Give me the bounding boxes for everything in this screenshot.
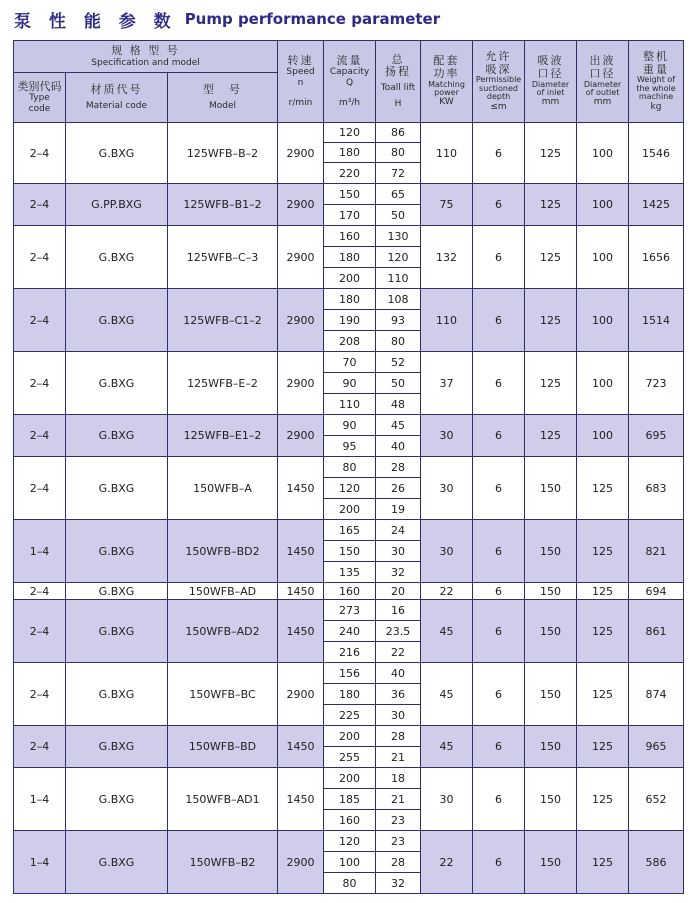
cell-power: 132 <box>421 226 473 289</box>
cell-weight: 874 <box>629 663 684 726</box>
cell-capacity: 170 <box>324 205 376 226</box>
cell-lift: 26 <box>376 478 421 499</box>
cell-lift: 130 <box>376 226 421 247</box>
cell-model: 150WFB–AD1 <box>168 768 278 831</box>
cell-lift: 23 <box>376 831 421 852</box>
cell-material-code: G.BXG <box>66 352 168 415</box>
cell-capacity: 156 <box>324 663 376 684</box>
cell-outlet-diameter: 125 <box>577 663 629 726</box>
cell-material-code: G.BXG <box>66 226 168 289</box>
cell-material-code: G.BXG <box>66 457 168 520</box>
cell-type-code: 2–4 <box>14 184 66 226</box>
cell-capacity: 180 <box>324 247 376 268</box>
cell-inlet-diameter: 150 <box>525 726 577 768</box>
cell-model: 150WFB–BD <box>168 726 278 768</box>
cell-type-code: 2–4 <box>14 415 66 457</box>
cell-model: 150WFB–BD2 <box>168 520 278 583</box>
cell-speed: 2900 <box>278 415 324 457</box>
header-lift: 总 扬程 Toall lift H <box>376 41 421 123</box>
table-row <box>14 768 684 789</box>
cell-power: 22 <box>421 831 473 894</box>
cell-speed: 1450 <box>278 726 324 768</box>
cell-suction-depth: 6 <box>473 226 525 289</box>
cell-speed: 2900 <box>278 123 324 184</box>
cell-suction-depth: 6 <box>473 352 525 415</box>
cell-type-code: 2–4 <box>14 352 66 415</box>
cell-type-code: 2–4 <box>14 123 66 184</box>
cell-lift: 28 <box>376 726 421 747</box>
cell-weight: 1546 <box>629 123 684 184</box>
cell-lift: 28 <box>376 852 421 873</box>
cell-suction-depth: 6 <box>473 520 525 583</box>
cell-suction-depth: 6 <box>473 457 525 520</box>
cell-lift: 80 <box>376 331 421 352</box>
cell-power: 22 <box>421 583 473 600</box>
cell-weight: 965 <box>629 726 684 768</box>
cell-speed: 1450 <box>278 768 324 831</box>
cell-lift: 50 <box>376 205 421 226</box>
cell-weight: 821 <box>629 520 684 583</box>
cell-lift: 36 <box>376 684 421 705</box>
cell-suction-depth: 6 <box>473 184 525 226</box>
cell-lift: 28 <box>376 457 421 478</box>
header-inlet: 吸液 口径 Diameter of inlet mm <box>525 41 577 123</box>
cell-outlet-diameter: 100 <box>577 123 629 184</box>
cell-capacity: 120 <box>324 478 376 499</box>
cell-lift: 50 <box>376 373 421 394</box>
cell-weight: 1425 <box>629 184 684 226</box>
cell-suction-depth: 6 <box>473 768 525 831</box>
cell-capacity: 95 <box>324 436 376 457</box>
cell-weight: 652 <box>629 768 684 831</box>
cell-lift: 86 <box>376 123 421 143</box>
cell-lift: 19 <box>376 499 421 520</box>
cell-weight: 586 <box>629 831 684 894</box>
cell-capacity: 110 <box>324 394 376 415</box>
cell-suction-depth: 6 <box>473 289 525 352</box>
cell-capacity: 273 <box>324 600 376 621</box>
cell-power: 37 <box>421 352 473 415</box>
cell-capacity: 70 <box>324 352 376 373</box>
cell-lift: 30 <box>376 541 421 562</box>
cell-material-code: G.BXG <box>66 726 168 768</box>
cell-capacity: 135 <box>324 562 376 583</box>
cell-lift: 30 <box>376 705 421 726</box>
cell-outlet-diameter: 100 <box>577 352 629 415</box>
cell-model: 150WFB–A <box>168 457 278 520</box>
cell-material-code: G.BXG <box>66 520 168 583</box>
cell-lift: 120 <box>376 247 421 268</box>
cell-inlet-diameter: 150 <box>525 768 577 831</box>
table-row <box>14 184 684 205</box>
cell-capacity: 180 <box>324 289 376 310</box>
cell-suction-depth: 6 <box>473 123 525 184</box>
cell-capacity: 80 <box>324 873 376 894</box>
cell-power: 45 <box>421 663 473 726</box>
cell-inlet-diameter: 150 <box>525 457 577 520</box>
table-row <box>14 352 684 373</box>
cell-inlet-diameter: 125 <box>525 289 577 352</box>
cell-capacity: 180 <box>324 143 376 163</box>
table-row <box>14 726 684 747</box>
cell-power: 75 <box>421 184 473 226</box>
cell-lift: 22 <box>376 642 421 663</box>
cell-model: 150WFB–BC <box>168 663 278 726</box>
cell-suction-depth: 6 <box>473 831 525 894</box>
cell-type-code: 1–4 <box>14 831 66 894</box>
cell-inlet-diameter: 150 <box>525 520 577 583</box>
cell-type-code: 2–4 <box>14 457 66 520</box>
cell-speed: 2900 <box>278 352 324 415</box>
header-type-code: 类别代码 Type code <box>14 73 66 123</box>
cell-type-code: 1–4 <box>14 768 66 831</box>
cell-model: 125WFB–E–2 <box>168 352 278 415</box>
cell-type-code: 2–4 <box>14 289 66 352</box>
cell-capacity: 90 <box>324 415 376 436</box>
cell-outlet-diameter: 125 <box>577 726 629 768</box>
cell-capacity: 160 <box>324 226 376 247</box>
cell-power: 45 <box>421 600 473 663</box>
cell-speed: 2900 <box>278 226 324 289</box>
cell-speed: 2900 <box>278 184 324 226</box>
cell-material-code: G.BXG <box>66 415 168 457</box>
cell-suction-depth: 6 <box>473 726 525 768</box>
cell-material-code: G.BXG <box>66 663 168 726</box>
table-row <box>14 415 684 436</box>
cell-power: 30 <box>421 768 473 831</box>
cell-weight: 1656 <box>629 226 684 289</box>
cell-lift: 21 <box>376 747 421 768</box>
cell-capacity: 150 <box>324 184 376 205</box>
table-row <box>14 663 684 684</box>
cell-lift: 48 <box>376 394 421 415</box>
header-spec: 规 格 型 号 Specification and model <box>14 41 278 73</box>
cell-inlet-diameter: 150 <box>525 583 577 600</box>
table-row <box>14 226 684 247</box>
cell-speed: 1450 <box>278 520 324 583</box>
cell-capacity: 165 <box>324 520 376 541</box>
cell-outlet-diameter: 125 <box>577 457 629 520</box>
cell-inlet-diameter: 125 <box>525 352 577 415</box>
table-header <box>14 41 684 123</box>
header-material: 材质代号 Material code <box>66 73 168 123</box>
cell-lift: 45 <box>376 415 421 436</box>
pump-table <box>13 40 684 894</box>
cell-speed: 1450 <box>278 600 324 663</box>
cell-material-code: G.BXG <box>66 583 168 600</box>
cell-lift: 40 <box>376 436 421 457</box>
cell-speed: 2900 <box>278 289 324 352</box>
table-row <box>14 583 684 600</box>
cell-lift: 110 <box>376 268 421 289</box>
cell-capacity: 120 <box>324 123 376 143</box>
cell-outlet-diameter: 100 <box>577 289 629 352</box>
cell-model: 125WFB–E1–2 <box>168 415 278 457</box>
cell-material-code: G.PP.BXG <box>66 184 168 226</box>
cell-model: 150WFB–AD2 <box>168 600 278 663</box>
page-title <box>14 4 440 34</box>
cell-lift: 93 <box>376 310 421 331</box>
table-row <box>14 600 684 621</box>
cell-model: 125WFB–B–2 <box>168 123 278 184</box>
header-capacity: 流量 Capacity Q m³/h <box>324 41 376 123</box>
cell-weight: 694 <box>629 583 684 600</box>
cell-inlet-diameter: 125 <box>525 123 577 184</box>
cell-speed: 2900 <box>278 663 324 726</box>
header-speed: 转速 Speed n r/min <box>278 41 324 123</box>
cell-capacity: 160 <box>324 583 376 600</box>
cell-weight: 861 <box>629 600 684 663</box>
header-outlet: 出液 口径 Diameter of outlet mm <box>577 41 629 123</box>
cell-capacity: 150 <box>324 541 376 562</box>
cell-speed: 1450 <box>278 583 324 600</box>
cell-capacity: 80 <box>324 457 376 478</box>
cell-lift: 24 <box>376 520 421 541</box>
cell-capacity: 190 <box>324 310 376 331</box>
cell-lift: 40 <box>376 663 421 684</box>
header-model: 型 号 Model <box>168 73 278 123</box>
cell-capacity: 185 <box>324 789 376 810</box>
cell-lift: 16 <box>376 600 421 621</box>
cell-capacity: 225 <box>324 705 376 726</box>
cell-lift: 18 <box>376 768 421 789</box>
table-row <box>14 123 684 143</box>
cell-lift: 72 <box>376 163 421 184</box>
cell-suction-depth: 6 <box>473 663 525 726</box>
cell-suction-depth: 6 <box>473 415 525 457</box>
cell-weight: 695 <box>629 415 684 457</box>
cell-outlet-diameter: 100 <box>577 226 629 289</box>
cell-material-code: G.BXG <box>66 768 168 831</box>
cell-outlet-diameter: 100 <box>577 184 629 226</box>
cell-capacity: 216 <box>324 642 376 663</box>
cell-capacity: 200 <box>324 499 376 520</box>
cell-suction-depth: 6 <box>473 583 525 600</box>
cell-capacity: 200 <box>324 726 376 747</box>
cell-lift: 23 <box>376 810 421 831</box>
cell-weight: 683 <box>629 457 684 520</box>
cell-inlet-diameter: 150 <box>525 600 577 663</box>
cell-outlet-diameter: 125 <box>577 520 629 583</box>
cell-capacity: 160 <box>324 810 376 831</box>
cell-capacity: 220 <box>324 163 376 184</box>
cell-lift: 80 <box>376 143 421 163</box>
title-zh: 泵 性 能 参 数 <box>14 11 177 32</box>
cell-model: 125WFB–C–3 <box>168 226 278 289</box>
cell-type-code: 1–4 <box>14 520 66 583</box>
cell-outlet-diameter: 125 <box>577 768 629 831</box>
cell-inlet-diameter: 125 <box>525 415 577 457</box>
cell-model: 150WFB–B2 <box>168 831 278 894</box>
cell-lift: 23.5 <box>376 621 421 642</box>
table-row <box>14 520 684 541</box>
cell-outlet-diameter: 100 <box>577 415 629 457</box>
cell-inlet-diameter: 150 <box>525 663 577 726</box>
cell-lift: 21 <box>376 789 421 810</box>
cell-capacity: 240 <box>324 621 376 642</box>
cell-capacity: 100 <box>324 852 376 873</box>
cell-lift: 52 <box>376 352 421 373</box>
cell-type-code: 2–4 <box>14 226 66 289</box>
cell-power: 30 <box>421 520 473 583</box>
title-en: Pump performance parameter <box>184 10 441 28</box>
cell-type-code: 2–4 <box>14 583 66 600</box>
cell-outlet-diameter: 125 <box>577 600 629 663</box>
cell-power: 30 <box>421 415 473 457</box>
cell-capacity: 208 <box>324 331 376 352</box>
cell-material-code: G.BXG <box>66 289 168 352</box>
cell-power: 110 <box>421 289 473 352</box>
cell-lift: 108 <box>376 289 421 310</box>
table-row <box>14 831 684 852</box>
cell-lift: 32 <box>376 873 421 894</box>
cell-type-code: 2–4 <box>14 663 66 726</box>
cell-outlet-diameter: 125 <box>577 583 629 600</box>
header-weight: 整机 重量 Weight of the whole machine kg <box>629 41 684 123</box>
table-row <box>14 289 684 310</box>
cell-inlet-diameter: 125 <box>525 226 577 289</box>
cell-material-code: G.BXG <box>66 600 168 663</box>
cell-power: 45 <box>421 726 473 768</box>
cell-model: 150WFB–AD <box>168 583 278 600</box>
cell-capacity: 180 <box>324 684 376 705</box>
cell-model: 125WFB–B1–2 <box>168 184 278 226</box>
cell-lift: 20 <box>376 583 421 600</box>
cell-speed: 1450 <box>278 457 324 520</box>
cell-inlet-diameter: 125 <box>525 184 577 226</box>
cell-suction-depth: 6 <box>473 600 525 663</box>
cell-capacity: 255 <box>324 747 376 768</box>
cell-capacity: 120 <box>324 831 376 852</box>
cell-capacity: 90 <box>324 373 376 394</box>
cell-lift: 32 <box>376 562 421 583</box>
header-suction: 允许 吸深 Permissible suctioned depth ≤m <box>473 41 525 123</box>
cell-weight: 723 <box>629 352 684 415</box>
header-power: 配套 功率 Matching power KW <box>421 41 473 123</box>
cell-capacity: 200 <box>324 768 376 789</box>
cell-inlet-diameter: 150 <box>525 831 577 894</box>
cell-power: 30 <box>421 457 473 520</box>
cell-type-code: 2–4 <box>14 726 66 768</box>
cell-power: 110 <box>421 123 473 184</box>
cell-material-code: G.BXG <box>66 123 168 184</box>
cell-outlet-diameter: 125 <box>577 831 629 894</box>
table-body <box>14 123 684 894</box>
cell-weight: 1514 <box>629 289 684 352</box>
cell-speed: 2900 <box>278 831 324 894</box>
cell-material-code: G.BXG <box>66 831 168 894</box>
cell-model: 125WFB–C1–2 <box>168 289 278 352</box>
table-row <box>14 457 684 478</box>
cell-type-code: 2–4 <box>14 600 66 663</box>
cell-lift: 65 <box>376 184 421 205</box>
cell-capacity: 200 <box>324 268 376 289</box>
